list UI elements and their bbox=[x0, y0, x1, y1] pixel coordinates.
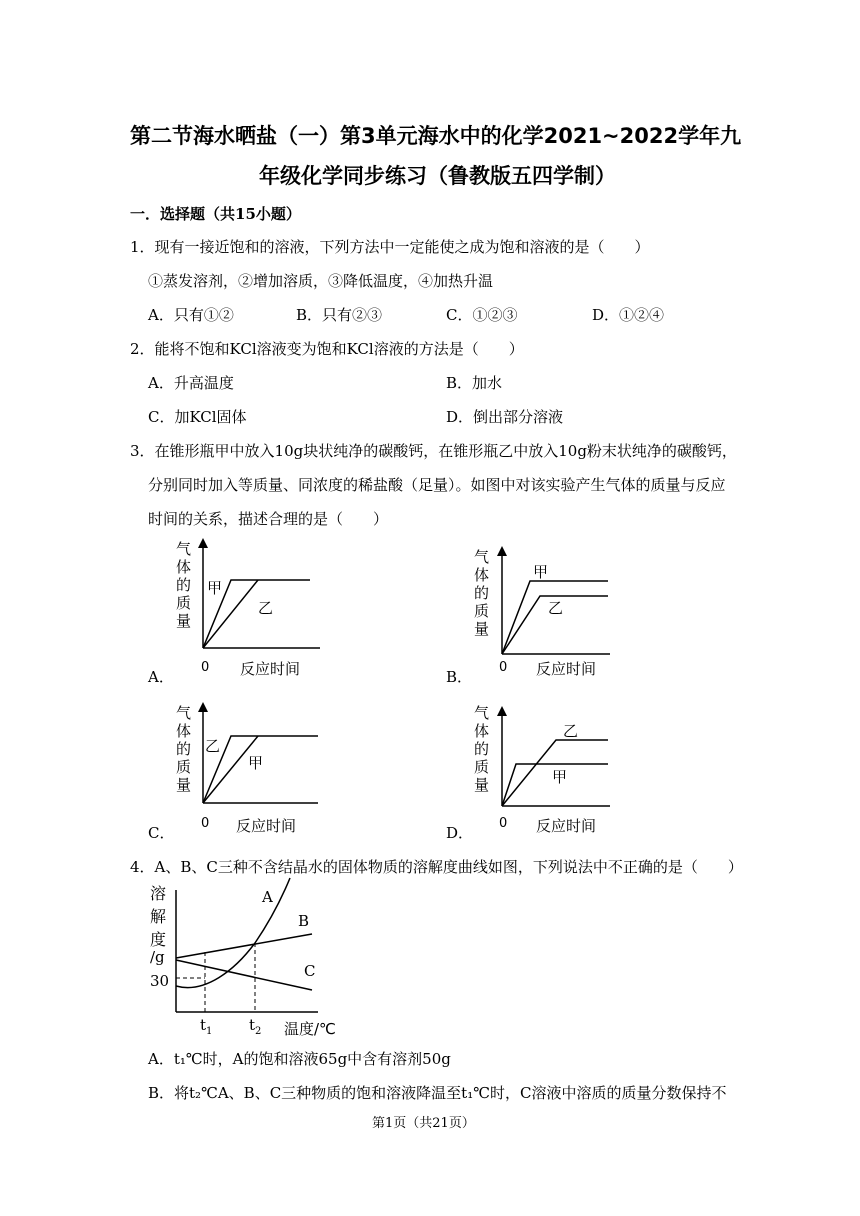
q3-graph-c-xlabel: 反应时间 bbox=[236, 817, 297, 835]
q3-graph-b-ylabel: 气 体 的 质 量 bbox=[474, 548, 490, 638]
q1-option-a: A．只有①② bbox=[148, 306, 234, 324]
q1-option-b: B．只有②③ bbox=[296, 306, 383, 324]
q3-graph-a-yi: 乙 bbox=[258, 599, 274, 617]
q4-t2-label: $t_2$ bbox=[249, 1016, 262, 1037]
q4-curve-c-label: C bbox=[304, 962, 316, 980]
q3-graph-d-jia: 甲 bbox=[552, 768, 568, 786]
q4-option-a: A．t₁℃时，A的饱和溶液65g中含有溶剂50g bbox=[148, 1050, 451, 1068]
q4-curve-b-label: B bbox=[298, 912, 310, 930]
q3-graph-b-origin: 0 bbox=[499, 660, 508, 675]
q4-xlabel: 温度/℃ bbox=[284, 1020, 336, 1038]
q4-t1-label: $t_1$ bbox=[200, 1016, 213, 1037]
q2-option-a: A．升高温度 bbox=[148, 374, 234, 392]
q3-graph-a-jia: 甲 bbox=[207, 579, 223, 597]
q2-option-b: B．加水 bbox=[446, 374, 503, 392]
q4-stem: 4．A、B、C三种不含结晶水的固体物质的溶解度曲线如图，下列说法中不正确的是（ ） bbox=[130, 858, 743, 876]
q3-graph-c-yi: 乙 bbox=[205, 737, 221, 755]
q3-line-3: 时间的关系，描述合理的是（ ） bbox=[148, 510, 389, 528]
q4-unit: /g bbox=[150, 948, 165, 966]
page-footer: 第1页（共21页） bbox=[372, 1116, 475, 1131]
q2-option-d: D．倒出部分溶液 bbox=[446, 408, 564, 426]
q4-option-b: B．将t₂℃A、B、C三种物质的饱和溶液降温至t₁℃时，C溶液中溶质的质量分数保持不 bbox=[148, 1084, 727, 1102]
q3-graph-c-origin: 0 bbox=[201, 816, 210, 831]
section-heading: 一．选择题（共15小题） bbox=[130, 205, 301, 223]
q4-ylabel: 溶 解 度 bbox=[150, 884, 167, 949]
q4-curve-a-label: A bbox=[262, 888, 273, 906]
q3-graph-c-jia: 甲 bbox=[248, 754, 264, 772]
q3-graph-a-origin: 0 bbox=[201, 660, 210, 675]
q3-graph-d-yi: 乙 bbox=[563, 722, 579, 740]
q3-graph-b-yi: 乙 bbox=[548, 599, 564, 617]
q3-line-2: 分别同时加入等质量、同浓度的稀盐酸（足量）。如图中对该实验产生气体的质量与反应 bbox=[148, 476, 726, 494]
q3-graph-d-origin: 0 bbox=[499, 816, 508, 831]
title-line-2: 年级化学同步练习（鲁教版五四学制） bbox=[259, 164, 616, 188]
q3-graph-a-ylabel: 气 体 的 质 量 bbox=[176, 540, 192, 630]
q3-option-b-label: B． bbox=[446, 668, 473, 686]
q3-option-a-label: A． bbox=[148, 668, 174, 686]
q1-sub: ①蒸发溶剂，②增加溶质，③降低温度，④加热升温 bbox=[148, 272, 494, 290]
q1-stem: 1．现有一接近饱和的溶液，下列方法中一定能使之成为饱和溶液的是（ ） bbox=[130, 238, 650, 256]
q2-stem: 2．能将不饱和KCl溶液变为饱和KCl溶液的方法是（ ） bbox=[130, 340, 524, 358]
q3-graph-a-xlabel: 反应时间 bbox=[240, 660, 301, 678]
q3-option-c-label: C． bbox=[148, 824, 175, 842]
q3-option-d-label: D． bbox=[446, 824, 474, 842]
q3-graph-d-ylabel: 气 体 的 质 量 bbox=[474, 704, 490, 794]
q3-graph-d-xlabel: 反应时间 bbox=[536, 817, 597, 835]
q3-graph-c-ylabel: 气 体 的 质 量 bbox=[176, 704, 192, 794]
q1-option-d: D．①②④ bbox=[592, 306, 665, 324]
curve-c bbox=[176, 960, 312, 990]
q3-graph-b-xlabel: 反应时间 bbox=[536, 660, 597, 678]
q4-y30: 30 bbox=[150, 972, 170, 990]
q3-line-1: 3．在锥形瓶甲中放入10g块状纯净的碳酸钙，在锥形瓶乙中放入10g粉末状纯净的碳酸钙， bbox=[130, 442, 737, 460]
q3-graph-b-jia: 甲 bbox=[533, 563, 549, 581]
q1-option-c: C．①②③ bbox=[446, 306, 518, 324]
q2-option-c: C．加KCl固体 bbox=[148, 408, 247, 426]
title-line-1: 第二节海水晒盐（一）第3单元海水中的化学2021~2022学年九 bbox=[130, 124, 742, 148]
curve-b bbox=[176, 934, 312, 958]
